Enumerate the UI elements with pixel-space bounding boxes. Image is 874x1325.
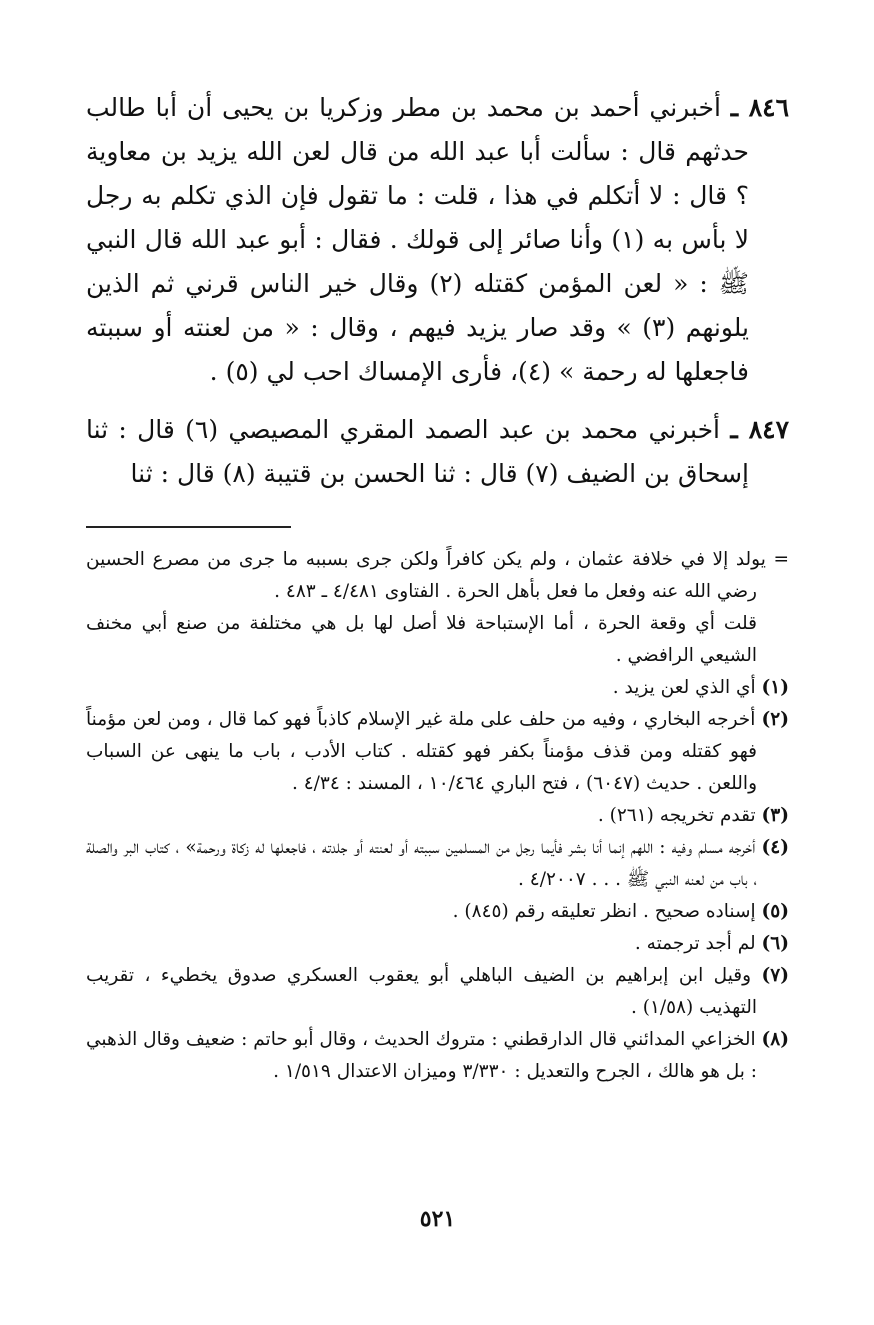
footnote-text: أي الذي لعن يزيد . <box>612 677 756 698</box>
footnotes <box>86 544 789 1088</box>
footnote-2 <box>86 704 789 800</box>
footnote-continuation: قلت أي وقعة الحرة ، أما الإستباحة فلا أصل لها بل هي مختلفة من صنع أبي مخنف الشيعي الرافضي . <box>86 613 757 666</box>
footnote-5 <box>86 896 789 928</box>
entry-847 <box>86 408 789 496</box>
entry-number: ٨٤٧ ـ <box>730 415 790 444</box>
footnote-text: لم أجد ترجمته . <box>634 933 756 954</box>
footnote-number: (٣) <box>761 805 789 826</box>
footnote-text: الخزاعي المدائني قال الدارقطني : متروك الحديث ، وقال أبو حاتم : ضعيف وقال الذهبي : بل هو هالك ، الجرح والتعديل : ٣/٣٣٠ وميزان الاعتدال ١/٥١٩ . <box>86 1029 757 1082</box>
footnote-text: أخرجه مسلم وفيه : اللهم إنما أنا بشر فأيما رجل من المسلمين سببته أو لعنته أو جلدته ، فاجعلها له زكاة ورحمة» ، كتاب البر والصلة ، باب من لعنه النبي ﷺ . . . ٤/٢٠٠٧ . <box>86 837 757 890</box>
footnote-number: (١) <box>761 677 789 698</box>
footnote-text: وقيل ابن إبراهيم بن الضيف الباهلي أبو يعقوب العسكري صدوق يخطيء ، تقريب التهذيب (١/٥٨) . <box>86 965 757 1018</box>
footnote-4 <box>86 832 789 896</box>
footnote-6 <box>86 928 789 960</box>
entry-text: أخبرني محمد بن عبد الصمد المقري المصيصي (٦) قال : ثنا إسحاق بن الضيف (٧) قال : ثنا الحسن بن قتيبة (٨) قال : ثنا <box>86 415 749 488</box>
footnote-number: (٨) <box>761 1029 789 1050</box>
footnote-text: تقدم تخريجه (٢٦١) . <box>597 805 756 826</box>
footnote-text: إسناده صحيح . انظر تعليقه رقم (٨٤٥) . <box>452 901 756 922</box>
entry-text: أخبرني أحمد بن محمد بن مطر وزكريا بن يحيى أن أبا طالب حدثهم قال : سألت أبا عبد الله من قال لعن الله يزيد بن معاوية ؟ قال : لا أتكلم في هذا ، قلت : ما تقول فإن الذي تكلم به رجل لا بأس به (١) وأنا صائر إلى قولك . فقال : أبو عبد الله قال النبي ﷺ : « لعن المؤمن كقتله (٢) وقال خير الناس قرني ثم الذين يلونهم (٣) » وقد صار يزيد فيهم ، وقال : « من لعنته أو سببته فاجعلها له رحمة » (٤)، فأرى الإمساك احب لي (٥) . <box>86 93 749 386</box>
footnote-3 <box>86 800 789 832</box>
book-page <box>86 86 789 1325</box>
page-number: ٥٢١ <box>419 1206 456 1232</box>
footnote-number: (٥) <box>761 901 789 922</box>
footnote-continuation: = يولد إلا في خلافة عثمان ، ولم يكن كافراً ولكن جرى بسببه ما جرى من مصرع الحسين رضي الله عنه وفعل ما فعل بأهل الحرة . الفتاوى ٤/٤٨١ ـ ٤٨٣ . <box>86 549 789 602</box>
footnote-number: (٧) <box>761 965 789 986</box>
footnote-number: (٦) <box>761 933 789 954</box>
footnote-number: (٢) <box>761 709 789 730</box>
footnote-number: (٤) <box>761 837 789 858</box>
footnote-text: أخرجه البخاري ، وفيه من حلف على ملة غير الإسلام كاذباً فهو كما قال ، ومن لعن مؤمناً فهو كقتله ومن قذف مؤمناً بكفر فهو كقتله . كتاب الأدب ، باب ما ينهى عن السباب واللعن . حديث (٦٠٤٧) ، فتح الباري ١٠/٤٦٤ ، المسند : ٤/٣٤ . <box>86 709 757 794</box>
entry-number: ٨٤٦ ـ <box>730 93 790 122</box>
entry-846 <box>86 86 789 394</box>
footnote-1 <box>86 672 789 704</box>
footnote-7 <box>86 960 789 1024</box>
footnote-8 <box>86 1024 789 1088</box>
footnote-separator <box>86 526 291 528</box>
